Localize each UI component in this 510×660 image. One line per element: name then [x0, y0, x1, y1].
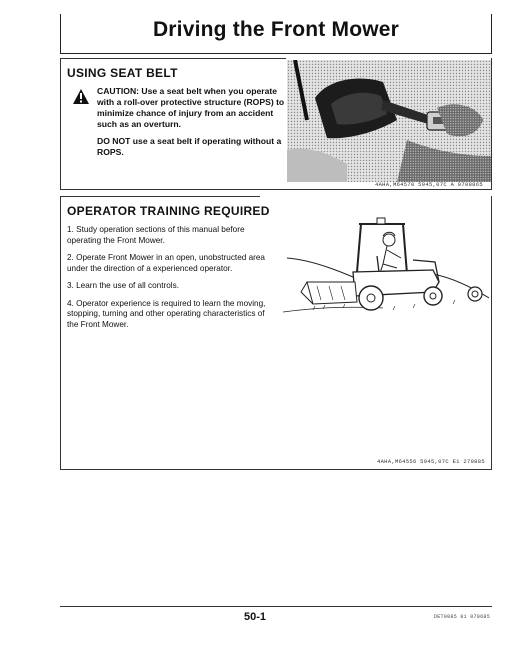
seat-belt-photo	[287, 60, 491, 182]
no-rops-warning: DO NOT use a seat belt if operating without a ROPS.	[97, 136, 282, 157]
list-item: 1. Study operation sections of this manual before operating the Front Mower.	[67, 225, 245, 245]
training-steps-list	[67, 225, 277, 337]
document-code: DET0085 81 070685	[433, 614, 490, 620]
title-banner	[60, 14, 492, 54]
footer-rule	[60, 606, 492, 607]
seat-belt-heading: USING SEAT BELT	[67, 66, 178, 80]
list-item: 2. Operate Front Mower in an open, unobstructed area under the direction of a experienced operator.	[67, 253, 265, 273]
section-top-rule	[60, 196, 260, 197]
page-number: 50-1	[243, 611, 267, 623]
page-title: Driving the Front Mower	[152, 18, 400, 41]
front-mower-illustration	[283, 212, 489, 328]
operator-training-heading: OPERATOR TRAINING REQUIRED	[67, 204, 270, 218]
section-top-rule	[60, 58, 286, 59]
list-item: 4. Operator experience is required to learn the moving, stopping, turning and other operating characteristics of the Front Mower.	[67, 298, 266, 329]
operator-training-section	[60, 196, 492, 470]
seat-belt-section	[60, 58, 492, 190]
caution-triangle-icon	[73, 89, 89, 104]
caution-text: CAUTION: Use a seat belt when you operate with a roll-over protective structure (ROPS) to minimize chance of injury from an accident such as an overturn.	[97, 86, 285, 129]
illustration-caption: 4AHA,M64556 5945,07C E1 270885	[376, 458, 485, 465]
photo-caption: 4AHA,M64570 5945,07C A 0708865	[374, 181, 483, 188]
list-item: 3. Learn the use of all controls.	[67, 281, 179, 290]
